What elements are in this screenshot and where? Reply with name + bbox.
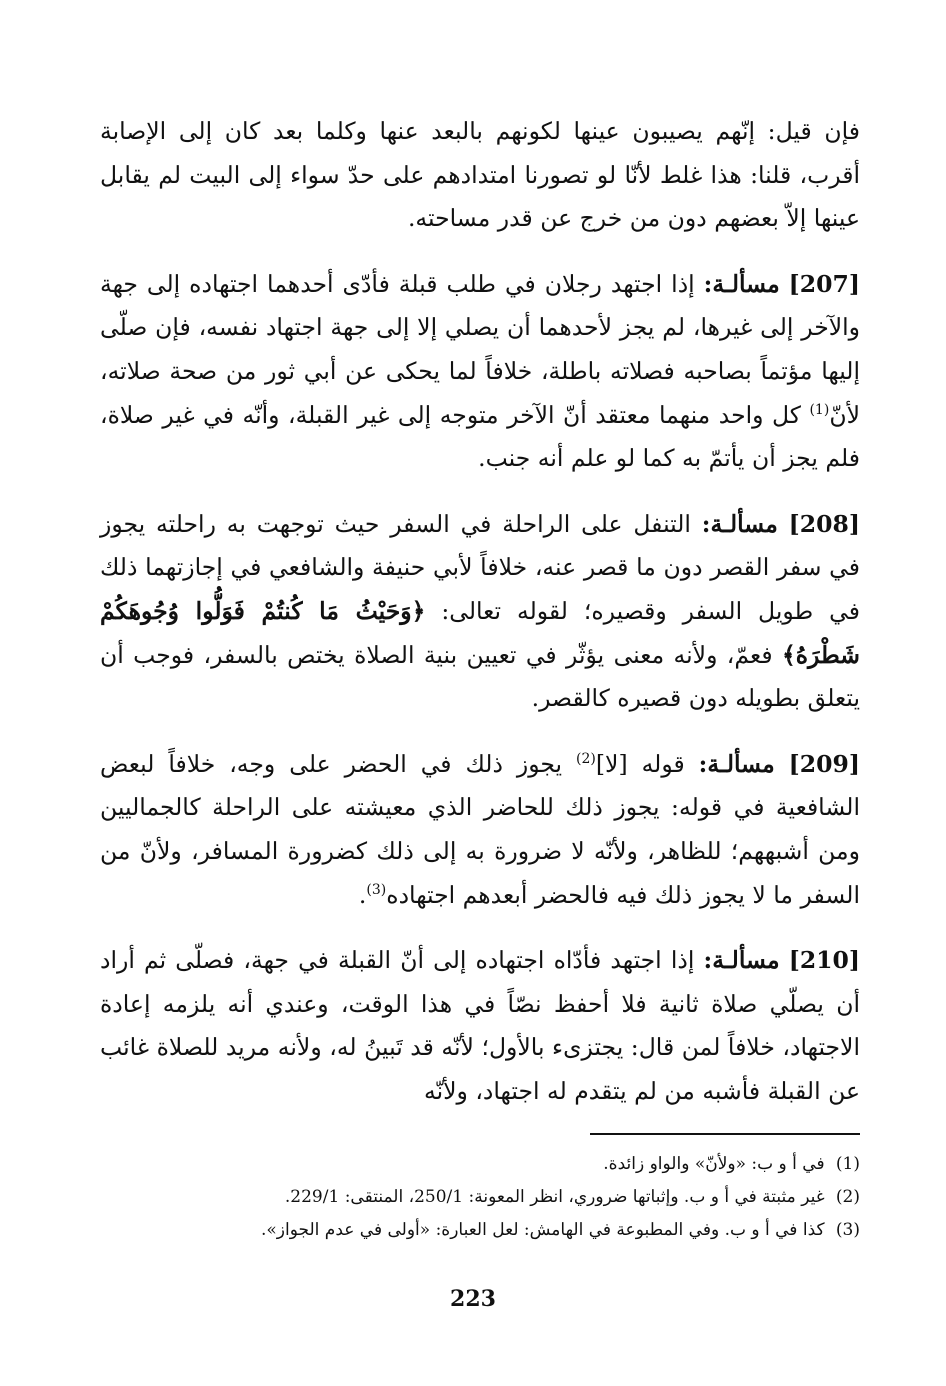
footnote-number: (3) (835, 1220, 860, 1240)
paragraph-text-cont: يجوز ذلك في الحضر على وجه، خلافاً لبعض الشافعية في قوله: يجوز ذلك للحاضر الذي معيشته على الراحلة كالجماليين ومن أشبههم؛ للظاهر، ولأنّه لا ضرورة به إلى ذلك كضرورة المسافر، ولأنّ من السفر ما لا يجوز ذلك فيه فالحضر أبعدهم اجتهاده (100, 749, 860, 909)
paragraph-text: التنفل على الراحلة في السفر حيث توجهت به راحلته يجوز في سفر القصر دون ما قصر عنه، خلافاً لأبي حنيفة والشافعي في إجازتهما ذلك في طويل السفر وقصيره؛ لقوله تعالى: (100, 509, 860, 625)
issue-label: مسألـة: (703, 269, 780, 298)
footnote-ref: (2) (576, 750, 596, 767)
paragraph-208 (100, 503, 860, 721)
issue-number: [209] (788, 749, 860, 778)
paragraph-210 (100, 939, 860, 1113)
paragraph-intro (100, 110, 860, 241)
footnote-2 (100, 1181, 860, 1214)
footnote-text: في أ و ب: «ولأنّ» والواو زائدة. (603, 1154, 825, 1174)
footnote-ref: (3) (366, 881, 387, 898)
footnote-1 (100, 1148, 860, 1181)
footnote-ref: (1) (809, 401, 830, 418)
issue-label: مسألـة: (701, 509, 778, 538)
footnotes (100, 1148, 860, 1247)
footnote-number: (2) (835, 1187, 860, 1207)
footnote-text: غير مثبتة في أ و ب. وإثباتها ضروري، انظر المعونة: 250/1، المنتقى: 229/1. (284, 1187, 825, 1207)
paragraph-text: إذا اجتهد رجلان في طلب قبلة فأدّى أحدهما اجتهاده إلى جهة والآخر إلى غيرها، لم يجز لأحدهما أن يصلي إلا إلى جهة اجتهاد نفسه، فإن صلّى إليها مؤتماً بصاحبه فصلاته باطلة، خلافاً لما يحكى عن أبي ثور من صحة صلاته، لأنّ (100, 269, 860, 429)
page-body (100, 110, 860, 1113)
footnote-number: (1) (835, 1154, 860, 1174)
footnote-divider (590, 1133, 860, 1135)
paragraph-text: فإن قيل: إنّهم يصيبون عينها لكونهم بالبعد عنها وكلما بعد كان إلى الإصابة أقرب، قلنا: هذا غلط لأنّا لو تصورنا امتدادهم على حدّ سواء إلى البيت لم يقابل عينها إلاّ بعضهم دون من خرج عن قدر مساحته. (100, 117, 860, 233)
issue-label: مسألـة: (698, 749, 775, 778)
paragraph-209 (100, 743, 860, 917)
issue-number: [207] (788, 269, 860, 298)
paragraph-text-cont: كل واحد منهما معتقد أنّ الآخر متوجه إلى غير القبلة، وأنّه في غير صلاة، فلم يجز أن يأتمّ به كما لو علم أنه جنب. (100, 400, 860, 473)
paragraph-text-end: . (358, 880, 367, 909)
quran-verse: ﴿وَحَيْثُ مَا كُنتُمْ فَوَلُّوا وُجُوهَكُمْ شَطْرَهُ﴾ (100, 596, 860, 669)
issue-label: مسألـة: (703, 946, 780, 975)
footnote-3 (100, 1214, 860, 1247)
paragraph-text-cont: فعمّ، ولأنه معنى يؤثّر في تعيين بنية الصلاة يختص بالسفر، فوجب أن يتعلق بطويله دون قصيره كالقصر. (100, 640, 860, 713)
paragraph-text: إذا اجتهد فأدّاه اجتهاده إلى أنّ القبلة في جهة، فصلّى ثم أراد أن يصلّي صلاة ثانية فلا أحفظ نصّاً في هذا الوقت، وعندي أنه يلزمه إعادة الاجتهاد، خلافاً لمن قال: يجتزىء بالأول؛ لأنّه قد تَبينُ له، ولأنه مريد للصلاة غائب عن القبلة فأشبه من لم يتقدم له اجتهاد، ولأنّه (100, 946, 860, 1105)
page-number: 223 (450, 1286, 496, 1312)
paragraph-207 (100, 263, 860, 481)
issue-number: [208] (788, 509, 860, 538)
footnote-text: كذا في أ و ب. وفي المطبوعة في الهامش: لعل العبارة: «أولى في عدم الجواز». (261, 1220, 825, 1240)
paragraph-text: قوله [لا] (595, 749, 685, 778)
issue-number: [210] (788, 946, 860, 975)
